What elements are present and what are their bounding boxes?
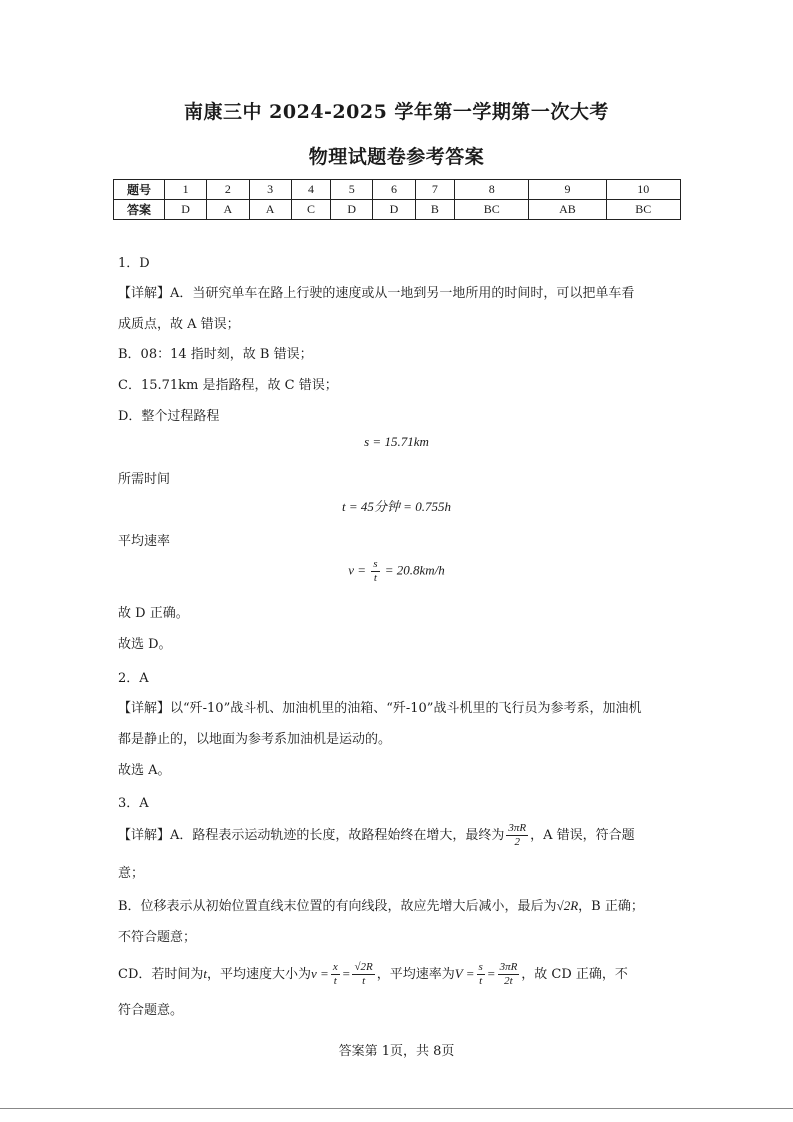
speed-fraction-1 bbox=[477, 961, 485, 988]
fraction-denominator: t bbox=[362, 975, 366, 987]
answer-cell: A bbox=[207, 200, 249, 220]
question-number-cell: 10 bbox=[606, 180, 680, 200]
question-number-cell: 4 bbox=[291, 180, 330, 200]
q1-time-equation: t = 45分钟 = 0.755h bbox=[342, 499, 451, 514]
q3-text: CD．若时间为 bbox=[118, 967, 204, 982]
row-label-answer: 答案 bbox=[114, 200, 165, 220]
q3-detail-line: 符合题意。 bbox=[118, 1003, 184, 1018]
speed-rhs: = 20.8km/h bbox=[384, 562, 445, 578]
answer-cell: D bbox=[165, 200, 207, 220]
q2-detail-line: 都是静止的，以地面为参考系加油机是运动的。 bbox=[118, 732, 392, 747]
q1-distance-equation: s = 15.71km bbox=[364, 434, 429, 449]
row-label-number: 题号 bbox=[114, 180, 165, 200]
q1-detail-line: D．整个过程路程 bbox=[118, 409, 220, 424]
fraction-numerator: 3πR bbox=[499, 961, 518, 973]
answer-cell: BC bbox=[606, 200, 680, 220]
equals-sign: = bbox=[486, 966, 496, 981]
q3-heading: 3．A bbox=[118, 796, 149, 811]
question-number-row bbox=[114, 180, 681, 200]
q3-text: ，A 错误，符合题 bbox=[530, 828, 635, 843]
exam-title: 南康三中 2024-2025 学年第一学期第一次大考 bbox=[184, 101, 609, 123]
answer-cell: D bbox=[373, 200, 415, 220]
q2-choice: 故选 A。 bbox=[118, 763, 171, 778]
fraction-numerator: 3πR bbox=[508, 822, 527, 834]
answer-cell: C bbox=[291, 200, 330, 220]
velocity-fraction-2 bbox=[352, 961, 374, 988]
q1-conclusion: 故 D 正确。 bbox=[118, 606, 189, 621]
question-number-cell: 9 bbox=[529, 180, 606, 200]
answer-row bbox=[114, 200, 681, 220]
q2-heading: 2．A bbox=[118, 671, 149, 686]
q3-detail-line-b bbox=[118, 895, 644, 914]
fraction-denominator: t bbox=[479, 975, 483, 987]
q1-detail-line: 【详解】A．当研究单车在路上行驶的速度或从一地到另一地所用的时间时，可以把单车看 bbox=[118, 286, 635, 301]
question-number-cell: 7 bbox=[415, 180, 454, 200]
answer-table bbox=[113, 179, 681, 220]
fraction-numerator: s bbox=[373, 558, 378, 570]
question-number-cell: 1 bbox=[165, 180, 207, 200]
answer-cell: BC bbox=[455, 200, 529, 220]
fraction-denominator: 2t bbox=[504, 975, 513, 987]
fraction-denominator: 2 bbox=[514, 836, 520, 848]
question-number-cell: 6 bbox=[373, 180, 415, 200]
fraction-denominator: t bbox=[373, 572, 377, 584]
q1-speed-equation bbox=[0, 558, 793, 585]
q3-text: ，平均速度大小为 bbox=[207, 967, 312, 982]
q3-text: ，故 CD 正确，不 bbox=[521, 967, 628, 982]
q1-label: 平均速率 bbox=[118, 534, 171, 549]
q1-choice: 故选 D。 bbox=[118, 637, 172, 652]
q1-detail-line: 成质点，故 A 错误； bbox=[118, 317, 240, 332]
page-footer: 答案第 1页，共 8页 bbox=[338, 1044, 455, 1059]
fraction-numerator: √2R bbox=[354, 961, 373, 973]
fraction-numerator: x bbox=[332, 961, 338, 973]
question-number-cell: 2 bbox=[207, 180, 249, 200]
q3-text: B．位移表示从初始位置直线末位置的有向线段，故应先增大后减小，最后为 bbox=[118, 899, 557, 914]
speed-fraction-2 bbox=[498, 961, 520, 988]
q3-detail-line-cd bbox=[118, 961, 628, 988]
answer-cell: B bbox=[415, 200, 454, 220]
answer-cell: A bbox=[249, 200, 291, 220]
speed-fraction bbox=[371, 558, 379, 585]
fraction-denominator: t bbox=[333, 975, 337, 987]
exam-subtitle: 物理试题卷参考答案 bbox=[308, 146, 485, 168]
answer-cell: D bbox=[331, 200, 373, 220]
q3-detail-line: 不符合题意； bbox=[118, 930, 197, 945]
speed-symbol: V = bbox=[454, 966, 475, 981]
q1-heading: 1．D bbox=[118, 256, 150, 271]
bottom-divider bbox=[0, 1108, 793, 1109]
question-number-cell: 8 bbox=[455, 180, 529, 200]
q3-text: ，B 正确； bbox=[578, 899, 644, 914]
equals-sign: = bbox=[341, 966, 351, 981]
velocity-fraction-1 bbox=[331, 961, 340, 988]
q1-detail-line: C．15.71km 是指路程，故 C 错误； bbox=[118, 378, 338, 393]
speed-lhs: v = bbox=[348, 562, 366, 578]
velocity-symbol: v = bbox=[311, 966, 329, 981]
question-number-cell: 5 bbox=[331, 180, 373, 200]
q1-label: 所需时间 bbox=[118, 472, 171, 487]
q3-text: ，平均速率为 bbox=[376, 967, 455, 982]
answer-cell: AB bbox=[529, 200, 606, 220]
q2-detail-line: 【详解】以“歼-10”战斗机、加油机里的油箱、“歼-10”战斗机里的飞行员为参考系，加油机 bbox=[118, 701, 642, 716]
displacement-math: √2R bbox=[556, 898, 579, 913]
q3-detail-line-a bbox=[118, 822, 635, 849]
path-fraction bbox=[506, 822, 528, 849]
fraction-numerator: s bbox=[478, 961, 483, 973]
time-symbol: t bbox=[203, 966, 207, 981]
question-number-cell: 3 bbox=[249, 180, 291, 200]
q3-text: 【详解】A．路程表示运动轨迹的长度，故路程始终在增大，最终为 bbox=[118, 828, 505, 843]
q1-detail-line: B．08：14 指时刻，故 B 错误； bbox=[118, 347, 313, 362]
q3-detail-line: 意； bbox=[118, 866, 145, 881]
